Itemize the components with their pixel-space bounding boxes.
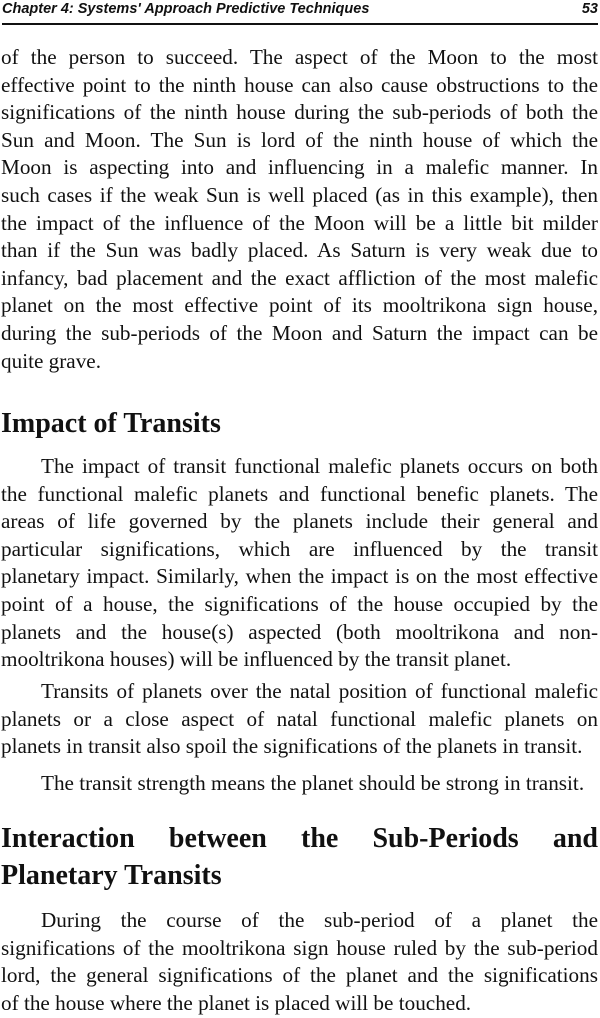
text-line: such cases if the weak Sun is well placed (as in this example), then: [1, 182, 598, 207]
page-number: 53: [581, 1, 598, 17]
text-line: planetary impact. Similarly, when the impact is on the most effective: [1, 564, 598, 589]
text-line: planets in transit also spoil the significations of the planets in transit.: [1, 734, 583, 759]
text-line: effective point to the ninth house can also cause obstructions to the: [1, 72, 598, 97]
text-line: of the person to succeed. The aspect of the Moon to the most: [1, 45, 598, 69]
text-line: the functional malefic planets and functional benefic planets. The: [1, 481, 598, 506]
heading-line: Interaction between the Sub-Periods and: [1, 823, 598, 854]
text-line: planet on the most effective point of its mooltrikona sign house,: [1, 293, 598, 318]
text-line: lord, the general significations of the planet and the significations: [1, 963, 598, 988]
text-line: significations of the mooltrikona sign house ruled by the sub-period: [1, 935, 598, 960]
paragraph-5: [1, 907, 598, 1017]
header-rule: [2, 23, 598, 25]
text-line: than if the Sun was badly placed. As Saturn is very weak due to: [1, 238, 598, 263]
text-line: Moon is aspecting into and influencing in a malefic manner. In: [1, 155, 598, 180]
heading-interaction: [1, 820, 598, 894]
text-line: during the sub-periods of the Moon and Saturn the impact can be: [1, 320, 598, 345]
text-line: planets and the house(s) aspected (both mooltrikona and non-: [1, 619, 598, 644]
text-line: The transit strength means the planet should be strong in transit.: [41, 771, 585, 795]
text-line: the impact of the influence of the Moon will be a little bit milder: [1, 210, 598, 235]
text-line: point of a house, the significations of the house occupied by the: [1, 591, 598, 616]
chapter-title: Chapter 4: Systems' Approach Predictive Techniques: [2, 1, 370, 17]
text-line: infancy, bad placement and the exact affliction of the most malefic: [1, 265, 598, 290]
paragraph-4: [1, 770, 598, 798]
heading-line: Planetary Transits: [1, 860, 222, 891]
paragraph-1: [1, 44, 598, 375]
text-line: During the course of the sub-period of a planet the: [41, 908, 598, 932]
text-line: planets or a close aspect of natal functional malefic planets on: [1, 706, 598, 731]
text-line: The impact of transit functional malefic planets occurs on both: [41, 454, 598, 478]
text-line: Sun and Moon. The Sun is lord of the ninth house of which the: [1, 127, 598, 152]
text-line: significations of the ninth house during the sub-periods of both the: [1, 100, 598, 125]
text-line: of the house where the planet is placed will be touched.: [1, 990, 472, 1015]
text-line: areas of life governed by the planets include their general and: [1, 509, 598, 534]
text-line: particular significations, which are influenced by the transit: [1, 536, 598, 561]
heading-line: Impact of Transits: [1, 408, 221, 439]
paragraph-3: [1, 678, 598, 761]
heading-impact-of-transits: [1, 405, 598, 442]
text-line: mooltrikona houses) will be influenced by the transit planet.: [1, 647, 512, 672]
text-line: Transits of planets over the natal position of functional malefic: [41, 679, 598, 703]
paragraph-2: [1, 453, 598, 674]
text-line: quite grave.: [1, 348, 102, 373]
